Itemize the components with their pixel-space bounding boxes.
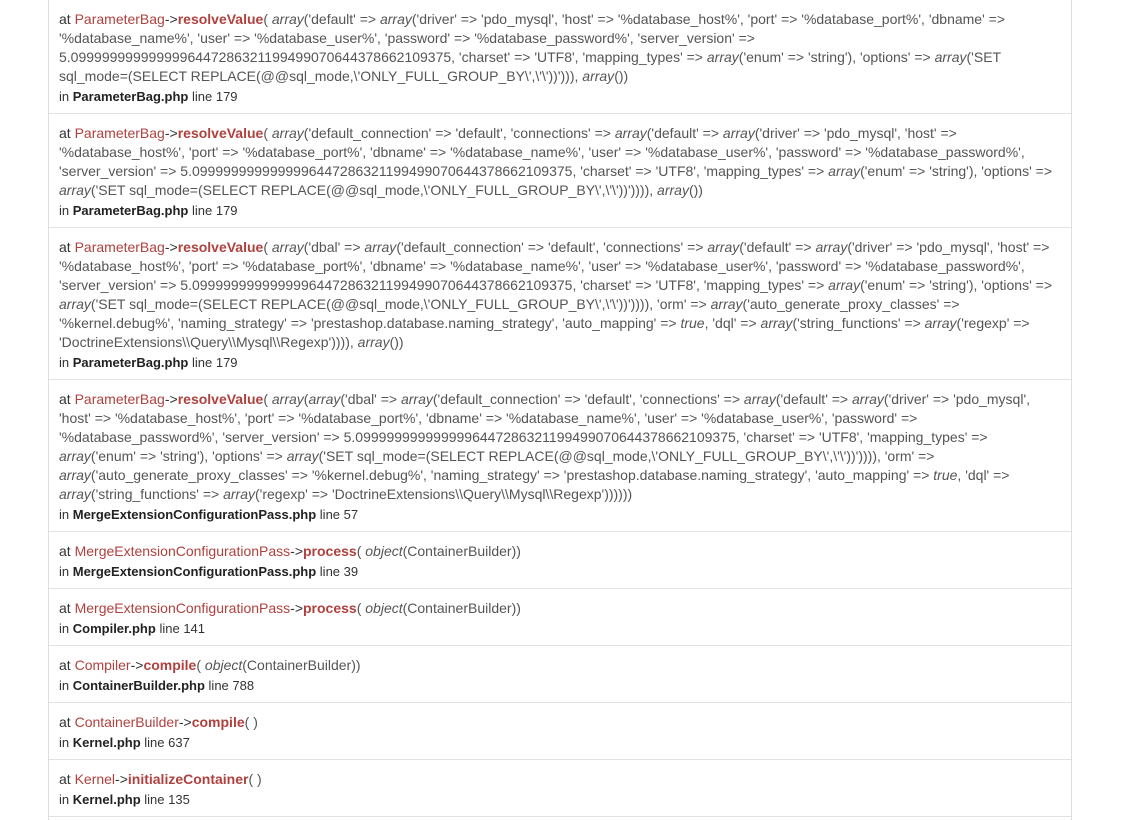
trace-line-number: 135 [168, 792, 190, 807]
trace-item [49, 532, 1071, 589]
trace-file-location [59, 564, 1061, 580]
trace-function-name[interactable]: resolveValue [177, 125, 264, 141]
at-keyword: at [59, 543, 71, 559]
at-keyword: at [59, 657, 71, 673]
at-keyword: at [59, 600, 71, 616]
trace-line-number: 39 [343, 564, 359, 579]
trace-class-name[interactable]: ContainerBuilder [74, 714, 179, 730]
close-paren: ) [355, 657, 361, 673]
open-paren: ( [263, 11, 268, 27]
trace-file-name[interactable]: Compiler.php [72, 621, 156, 636]
trace-class-name[interactable]: Compiler [74, 657, 131, 673]
trace-file-location [59, 621, 1061, 637]
trace-arguments: array('dbal' => array('default_connection' => 'default', 'connections' => array('default' => array('driver' => 'pdo_mysql', 'host' => '%database_host%', 'port' => '%database_port%', 'dbname' => '%database_name%', 'user' => '%database_user%', 'password' => '%database_password%', 'server_version' => 5.0999999999999996447286321199499070644378662109375, 'charset' => 'UTF8', 'mapping_types' => array('enum' => 'string'), 'options' => array('SET sql_mode=(SELECT REPLACE(@@sql_mode,\'ONLY_FULL_GROUP_BY\',\'\'))')))), 'orm' => array('auto_generate_proxy_classes' => '%kernel.debug%', 'naming_strategy' => 'prestashop.database.naming_strategy', 'auto_mapping' => true, 'dql' => array('string_functions' => array('regexp' => 'DoctrineExtensions\\Query\\Mysql\\Regexp')))), array() [59, 239, 1052, 350]
line-keyword: line [144, 792, 165, 807]
trace-file-name[interactable]: Kernel.php [72, 792, 141, 807]
open-paren: ( [263, 125, 268, 141]
at-keyword: at [59, 714, 71, 730]
trace-file-name[interactable]: ContainerBuilder.php [72, 678, 205, 693]
trace-line-number: 637 [168, 735, 190, 750]
open-paren: ( [356, 600, 362, 616]
at-keyword: at [59, 771, 71, 787]
arrow-operator: -> [290, 600, 303, 616]
line-keyword: line [159, 621, 180, 636]
in-keyword: in [59, 507, 70, 522]
trace-function-name[interactable]: process [303, 600, 357, 616]
trace-file-name[interactable]: ParameterBag.php [72, 89, 189, 104]
trace-item [49, 760, 1071, 817]
trace-function-name[interactable]: initializeContainer [127, 771, 249, 787]
trace-call [59, 599, 1061, 618]
close-paren: ) [516, 600, 521, 616]
close-paren: ) [253, 714, 258, 730]
trace-line-number: 57 [343, 507, 359, 522]
trace-file-location [59, 89, 1061, 105]
trace-file-location [59, 735, 1061, 751]
trace-item [49, 380, 1071, 532]
trace-line-number: 179 [215, 89, 238, 104]
trace-call [59, 124, 1061, 200]
trace-arguments: array('default_connection' => 'default', 'connections' => array('default' => array('driver' => 'pdo_mysql', 'host' => '%database_host%', 'port' => '%database_port%', 'dbname' => '%database_name%', 'user' => '%database_user%', 'password' => '%database_password%', 'server_version' => 5.0999999999999996447286321199499070644378662109375, 'charset' => 'UTF8', 'mapping_types' => array('enum' => 'string'), 'options' => array('SET sql_mode=(SELECT REPLACE(@@sql_mode,\'ONLY_FULL_GROUP_BY\',\'\'))')))), array() [59, 125, 1052, 198]
close-paren: ) [627, 486, 633, 502]
trace-class-name[interactable]: MergeExtensionConfigurationPass [74, 543, 291, 559]
line-keyword: line [191, 203, 213, 218]
trace-call [59, 770, 1061, 789]
arrow-operator: -> [290, 543, 303, 559]
at-keyword: at [59, 239, 71, 255]
trace-line-number: 179 [215, 355, 238, 370]
line-keyword: line [144, 735, 165, 750]
close-paren: ) [623, 68, 629, 84]
trace-function-name[interactable]: process [303, 543, 357, 559]
close-paren: ) [698, 182, 703, 198]
trace-class-name[interactable]: ParameterBag [74, 11, 165, 27]
trace-file-location [59, 678, 1061, 694]
trace-item [49, 703, 1071, 760]
open-paren: ( [248, 771, 254, 787]
trace-item [49, 228, 1071, 380]
line-keyword: line [191, 89, 213, 104]
trace-file-name[interactable]: ParameterBag.php [72, 203, 189, 218]
trace-line-number: 141 [183, 621, 206, 636]
open-paren: ( [244, 714, 250, 730]
trace-item [49, 589, 1071, 646]
trace-arguments: array(array('dbal' => array('default_connection' => 'default', 'connections' => array('default' => array('driver' => 'pdo_mysql', 'host' => '%database_host%', 'port' => '%database_port%', 'dbname' => '%database_name%', 'user' => '%database_user%', 'password' => '%database_password%', 'server_version' => 5.0999999999999996447286321199499070644378662109375, 'charset' => 'UTF8', 'mapping_types' => array('enum' => 'string'), 'options' => array('SET sql_mode=(SELECT REPLACE(@@sql_mode,\'ONLY_FULL_GROUP_BY\',\'\'))')))), 'orm' => array('auto_generate_proxy_classes' => '%kernel.debug%', 'naming_strategy' => 'prestashop.database.naming_strategy', 'auto_mapping' => true, 'dql' => array('string_functions' => array('regexp' => 'DoctrineExtensions\\Query\\Mysql\\Regexp'))))) [59, 391, 1031, 502]
open-paren: ( [263, 239, 268, 255]
close-paren: ) [516, 543, 521, 559]
arrow-operator: -> [164, 11, 178, 27]
in-keyword: in [59, 678, 70, 693]
trace-line-number: 788 [232, 678, 255, 693]
trace-class-name[interactable]: ParameterBag [74, 391, 165, 407]
line-keyword: line [319, 507, 341, 522]
in-keyword: in [59, 89, 70, 104]
trace-class-name[interactable]: MergeExtensionConfigurationPass [74, 600, 291, 616]
trace-item [49, 646, 1071, 703]
arrow-operator: -> [130, 657, 144, 673]
stack-trace-panel [48, 0, 1072, 820]
trace-call [59, 238, 1061, 352]
at-keyword: at [59, 125, 71, 141]
trace-call [59, 542, 1061, 561]
arrow-operator: -> [115, 771, 128, 787]
open-paren: ( [356, 543, 362, 559]
trace-file-location [59, 203, 1061, 219]
line-keyword: line [208, 678, 229, 693]
trace-arguments: object(ContainerBuilder) [365, 543, 517, 559]
trace-arguments: object(ContainerBuilder) [204, 657, 356, 673]
stack-trace-list [49, 0, 1071, 817]
trace-call [59, 656, 1061, 675]
close-paren: ) [257, 771, 262, 787]
trace-file-location [59, 792, 1061, 808]
in-keyword: in [59, 203, 70, 218]
at-keyword: at [59, 11, 71, 27]
arrow-operator: -> [178, 714, 192, 730]
trace-arguments: object(ContainerBuilder) [365, 600, 517, 616]
trace-function-name[interactable]: resolveValue [177, 239, 264, 255]
close-paren: ) [398, 334, 404, 350]
trace-file-name[interactable]: ParameterBag.php [72, 355, 189, 370]
in-keyword: in [59, 564, 70, 579]
trace-file-location [59, 355, 1061, 371]
trace-file-name[interactable]: MergeExtensionConfigurationPass.php [72, 507, 317, 522]
in-keyword: in [59, 735, 70, 750]
trace-function-name[interactable]: resolveValue [177, 391, 264, 407]
trace-item [49, 114, 1071, 228]
trace-item [49, 0, 1071, 114]
trace-class-name[interactable]: Kernel [74, 771, 116, 787]
trace-function-name[interactable]: compile [143, 657, 197, 673]
trace-call [59, 390, 1061, 504]
trace-function-name[interactable]: compile [191, 714, 245, 730]
line-keyword: line [319, 564, 341, 579]
trace-call [59, 713, 1061, 732]
trace-file-name[interactable]: Kernel.php [72, 735, 141, 750]
trace-class-name[interactable]: ParameterBag [74, 239, 165, 255]
in-keyword: in [59, 355, 70, 370]
arrow-operator: -> [164, 239, 178, 255]
open-paren: ( [196, 657, 202, 673]
open-paren: ( [263, 391, 268, 407]
trace-call [59, 10, 1061, 86]
trace-file-name[interactable]: MergeExtensionConfigurationPass.php [72, 564, 317, 579]
in-keyword: in [59, 792, 70, 807]
arrow-operator: -> [164, 391, 178, 407]
in-keyword: in [59, 621, 70, 636]
line-keyword: line [191, 355, 213, 370]
trace-class-name[interactable]: ParameterBag [74, 125, 165, 141]
trace-line-number: 179 [215, 203, 238, 218]
arrow-operator: -> [164, 125, 178, 141]
trace-function-name[interactable]: resolveValue [177, 11, 264, 27]
trace-file-location [59, 507, 1061, 523]
trace-arguments: array('default' => array('driver' => 'pdo_mysql', 'host' => '%database_host%', 'port' => '%database_port%', 'dbname' => '%database_name%', 'user' => '%database_user%', 'password' => '%database_password%', 'server_version' => 5.0999999999999996447286321199499070644378662109375, 'charset' => 'UTF8', 'mapping_types' => array('enum' => 'string'), 'options' => array('SET sql_mode=(SELECT REPLACE(@@sql_mode,\'ONLY_FULL_GROUP_BY\',\'\'))'))), array() [59, 11, 1005, 84]
at-keyword: at [59, 391, 71, 407]
